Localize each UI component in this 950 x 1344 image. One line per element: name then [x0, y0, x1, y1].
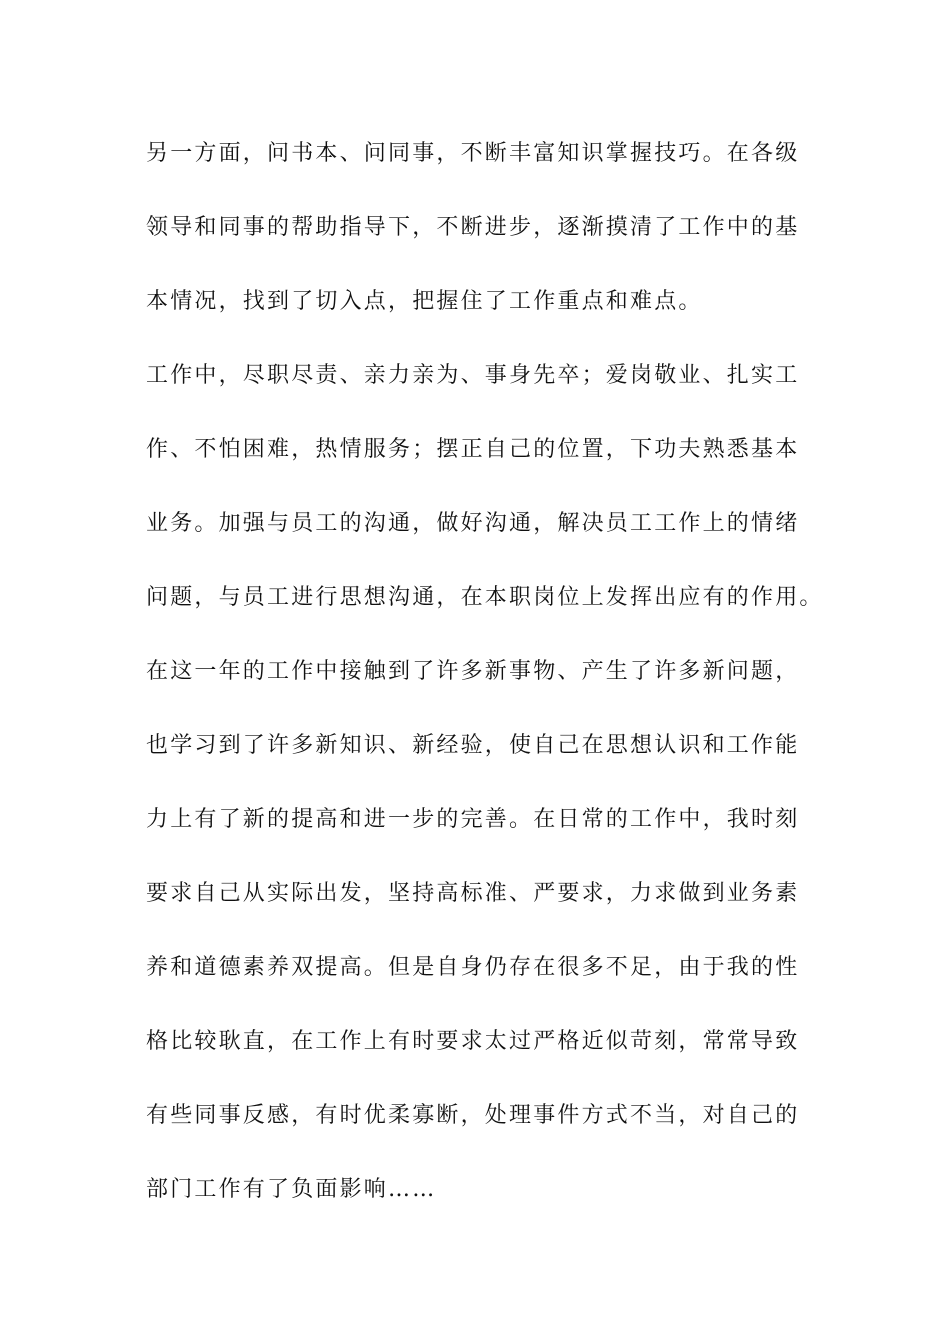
text-line: 也学习到了许多新知识、新经验，使自己在思想认识和工作能	[146, 733, 800, 758]
text-line: 要求自己从实际出发，坚持高标准、严要求，力求做到业务素	[146, 881, 800, 906]
text-line: 部门工作有了负面影响……	[146, 1177, 437, 1202]
text-line: 在这一年的工作中接触到了许多新事物、产生了许多新问题，	[146, 659, 800, 684]
text-line: 格比较耿直，在工作上有时要求太过严格近似苛刻，常常导致	[146, 1029, 800, 1054]
text-line: 有些同事反感，有时优柔寡断，处理事件方式不当，对自己的	[146, 1103, 800, 1128]
text-line: 领导和同事的帮助指导下，不断进步，逐渐摸清了工作中的基	[146, 215, 800, 240]
text-line: 业务。加强与员工的沟通，做好沟通，解决员工工作上的情绪	[146, 511, 800, 536]
text-line: 作、不怕困难，热情服务；摆正自己的位置，下功夫熟悉基本	[146, 437, 800, 462]
text-line: 养和道德素养双提高。但是自身仍存在很多不足，由于我的性	[146, 955, 800, 980]
text-line: 另一方面，问书本、问同事，不断丰富知识掌握技巧。在各级	[146, 141, 800, 166]
text-line: 问题，与员工进行思想沟通，在本职岗位上发挥出应有的作用。	[146, 585, 824, 610]
text-line: 力上有了新的提高和进一步的完善。在日常的工作中，我时刻	[146, 807, 800, 832]
text-line: 本情况，找到了切入点，把握住了工作重点和难点。	[146, 289, 703, 314]
body-text	[146, 124, 824, 1234]
text-line: 工作中，尽职尽责、亲力亲为、事身先卒；爱岗敬业、扎实工	[146, 363, 800, 388]
